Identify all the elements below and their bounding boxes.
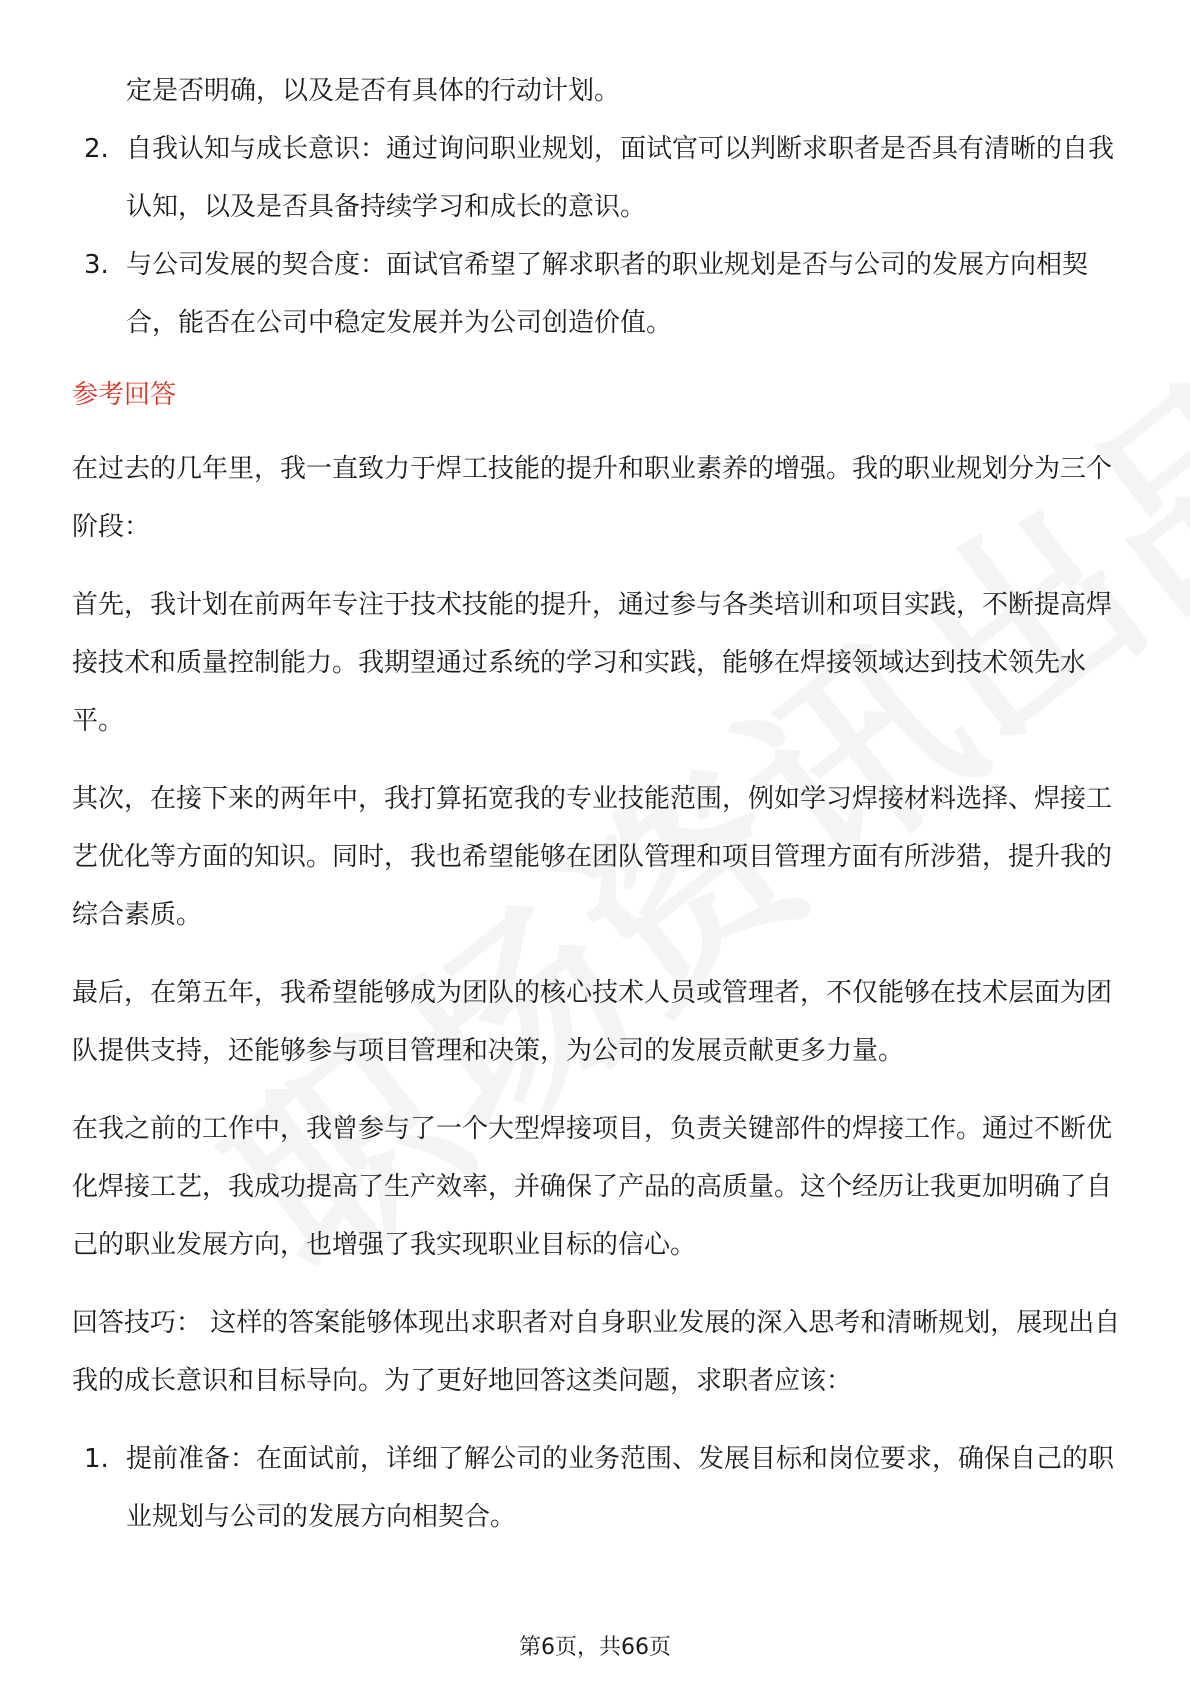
paragraph: 其次，在接下来的两年中，我打算拓宽我的专业技能范围，例如学习焊接材料选择、焊接工艺优化等方面的知识。同时，我也希望能够在团队管理和项目管理方面有所涉猎，提升我的综合素质。 (72, 784, 1113, 930)
list-item-continuation: 定是否明确，以及是否有具体的行动计划。 (126, 76, 621, 106)
page-content (72, 62, 1122, 1546)
list-item-text: 与公司发展的契合度：面试官希望了解求职者的职业规划是否与公司的发展方向相契合，能否在公司中稳定发展并为公司创造价值。 (126, 250, 1089, 338)
paragraph: 在过去的几年里，我一直致力于焊工技能的提升和职业素养的增强。我的职业规划分为三个阶段： (72, 454, 1113, 542)
list-item (72, 1430, 1122, 1546)
top-numbered-list (72, 120, 1122, 352)
list-item-number: 3. (84, 250, 109, 280)
list-item-text: 自我认知与成长意识：通过询问职业规划，面试官可以判断求职者是否具有清晰的自我认知，以及是否具备持续学习和成长的意识。 (126, 134, 1115, 222)
page-footer: 第6页，共66页 (519, 1635, 671, 1660)
paragraph: 最后，在第五年，我希望能够成为团队的核心技术人员或管理者，不仅能够在技术层面为团队提供支持，还能够参与项目管理和决策，为公司的发展贡献更多力量。 (72, 978, 1113, 1066)
bottom-numbered-list (72, 1430, 1122, 1546)
paragraph: 回答技巧： 这样的答案能够体现出求职者对自身职业发展的深入思考和清晰规划，展现出自我的成长意识和目标导向。为了更好地回答这类问题，求职者应该： (72, 1308, 1121, 1396)
list-item-number: 1. (84, 1444, 109, 1474)
paragraph: 首先，我计划在前两年专注于技术技能的提升，通过参与各类培训和项目实践，不断提高焊接技术和质量控制能力。我期望通过系统的学习和实践，能够在焊接领域达到技术领先水平。 (72, 590, 1113, 736)
list-item-number: 2. (84, 134, 109, 164)
list-item (72, 120, 1122, 236)
list-item-text: 提前准备：在面试前，详细了解公司的业务范围、发展目标和岗位要求，确保自己的职业规划与公司的发展方向相契合。 (126, 1444, 1115, 1532)
list-item (72, 236, 1122, 352)
paragraph: 在我之前的工作中，我曾参与了一个大型焊接项目，负责关键部件的焊接工作。通过不断优化焊接工艺，我成功提高了生产效率，并确保了产品的高质量。这个经历让我更加明确了自己的职业发展方向，也增强了我实现职业目标的信心。 (72, 1114, 1113, 1260)
section-title: 参考回答 (72, 380, 177, 410)
